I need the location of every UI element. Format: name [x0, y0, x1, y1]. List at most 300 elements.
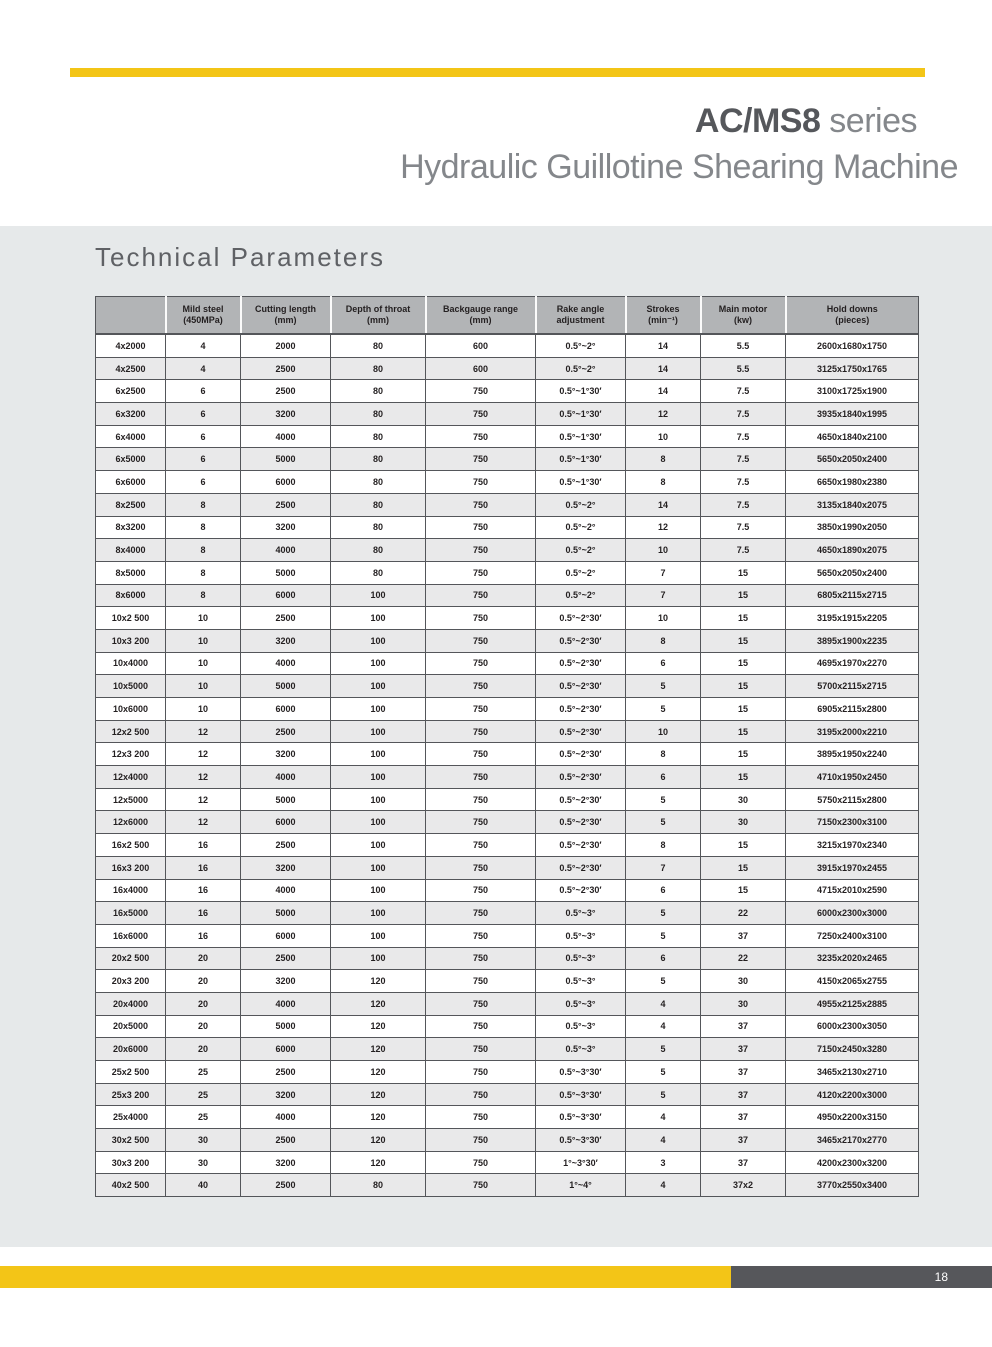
table-row — [96, 584, 919, 607]
table-cell: 100 — [331, 675, 426, 698]
column-header-line2: (mm) — [367, 315, 389, 325]
table-cell: 6000x2300x3000 — [786, 902, 919, 925]
table-cell: 0.5°~2° — [536, 561, 626, 584]
table-cell: 4000 — [241, 539, 331, 562]
table-cell: 10 — [166, 607, 241, 630]
table-cell: 30 — [166, 1151, 241, 1174]
model-cell: 6x2500 — [96, 380, 166, 403]
model-cell: 6x6000 — [96, 471, 166, 494]
table-cell: 20 — [166, 947, 241, 970]
table-cell: 100 — [331, 584, 426, 607]
table-cell: 5 — [626, 1061, 701, 1084]
table-cell: 0.5°~2°30′ — [536, 834, 626, 857]
table-cell: 15 — [701, 743, 786, 766]
table-cell: 750 — [426, 1061, 536, 1084]
table-cell: 25 — [166, 1106, 241, 1129]
table-cell: 30 — [701, 811, 786, 834]
table-cell: 0.5°~1°30′ — [536, 471, 626, 494]
table-cell: 0.5°~2° — [536, 516, 626, 539]
table-cell: 80 — [331, 425, 426, 448]
table-cell: 8 — [626, 448, 701, 471]
table-cell: 750 — [426, 924, 536, 947]
table-cell: 120 — [331, 992, 426, 1015]
table-cell: 6000 — [241, 584, 331, 607]
table-row — [96, 1038, 919, 1061]
table-cell: 750 — [426, 380, 536, 403]
table-cell: 750 — [426, 766, 536, 789]
table-cell: 6 — [166, 448, 241, 471]
table-cell: 1°~3°30′ — [536, 1151, 626, 1174]
table-cell: 750 — [426, 788, 536, 811]
table-cell: 5.5 — [701, 334, 786, 357]
column-header-line1: Depth of throat — [345, 303, 411, 314]
table-row — [96, 516, 919, 539]
table-cell: 4715x2010x2590 — [786, 879, 919, 902]
column-header-line1: Main motor — [718, 303, 768, 314]
table-cell: 0.5°~2°30′ — [536, 766, 626, 789]
table-cell: 3100x1725x1900 — [786, 380, 919, 403]
table-cell: 120 — [331, 970, 426, 993]
table-cell: 5000 — [241, 1015, 331, 1038]
table-cell: 5 — [626, 924, 701, 947]
model-cell: 16x3 200 — [96, 856, 166, 879]
table-cell: 7.5 — [701, 403, 786, 426]
table-cell: 100 — [331, 743, 426, 766]
table-cell: 40 — [166, 1174, 241, 1197]
table-cell: 750 — [426, 834, 536, 857]
table-cell: 3200 — [241, 856, 331, 879]
table-row — [96, 403, 919, 426]
table-cell: 4650x1890x2075 — [786, 539, 919, 562]
table-cell: 120 — [331, 1061, 426, 1084]
model-cell: 40x2 500 — [96, 1174, 166, 1197]
table-row — [96, 947, 919, 970]
table-cell: 3935x1840x1995 — [786, 403, 919, 426]
table-cell: 20 — [166, 992, 241, 1015]
table-cell: 5650x2050x2400 — [786, 561, 919, 584]
table-cell: 6 — [166, 471, 241, 494]
table-cell: 5700x2115x2715 — [786, 675, 919, 698]
table-cell: 6 — [626, 879, 701, 902]
table-cell: 600 — [426, 357, 536, 380]
table-cell: 0.5°~3°30′ — [536, 1106, 626, 1129]
table-cell: 37 — [701, 924, 786, 947]
table-cell: 10 — [166, 675, 241, 698]
table-cell: 750 — [426, 698, 536, 721]
table-cell: 2500 — [241, 357, 331, 380]
table-cell: 0.5°~3° — [536, 1038, 626, 1061]
table-cell: 0.5°~3°30′ — [536, 1083, 626, 1106]
column-header — [331, 297, 426, 335]
table-cell: 20 — [166, 1015, 241, 1038]
table-cell: 80 — [331, 1174, 426, 1197]
table-row — [96, 1106, 919, 1129]
table-cell: 0.5°~1°30′ — [536, 380, 626, 403]
section-title: Technical Parameters — [95, 242, 385, 272]
table-cell: 80 — [331, 493, 426, 516]
table-row — [96, 607, 919, 630]
model-cell: 12x5000 — [96, 788, 166, 811]
table-cell: 100 — [331, 698, 426, 721]
model-cell: 30x2 500 — [96, 1129, 166, 1152]
table-cell: 3135x1840x2075 — [786, 493, 919, 516]
table-cell: 7.5 — [701, 471, 786, 494]
table-cell: 0.5°~2°30′ — [536, 743, 626, 766]
table-cell: 5000 — [241, 448, 331, 471]
model-cell: 6x5000 — [96, 448, 166, 471]
model-cell: 20x2 500 — [96, 947, 166, 970]
table-cell: 12 — [626, 403, 701, 426]
table-cell: 4950x2200x3150 — [786, 1106, 919, 1129]
table-cell: 22 — [701, 902, 786, 925]
table-cell: 6 — [166, 403, 241, 426]
table-cell: 6000x2300x3050 — [786, 1015, 919, 1038]
table-cell: 0.5°~2° — [536, 334, 626, 357]
series-name: AC/MS8 — [694, 102, 821, 140]
model-cell: 8x5000 — [96, 561, 166, 584]
table-row — [96, 425, 919, 448]
model-cell: 16x5000 — [96, 902, 166, 925]
accent-rule — [70, 68, 925, 77]
series-suffix: series — [820, 102, 917, 140]
table-cell: 80 — [331, 334, 426, 357]
table-cell: 8 — [626, 743, 701, 766]
table-cell: 6 — [626, 947, 701, 970]
table-row — [96, 970, 919, 993]
table-cell: 2500 — [241, 380, 331, 403]
table-cell: 15 — [701, 675, 786, 698]
table-cell: 15 — [701, 720, 786, 743]
table-cell: 0.5°~2°30′ — [536, 856, 626, 879]
table-cell: 6000 — [241, 811, 331, 834]
table-row — [96, 1083, 919, 1106]
table-cell: 120 — [331, 1038, 426, 1061]
table-cell: 4 — [166, 334, 241, 357]
table-row — [96, 811, 919, 834]
table-cell: 0.5°~2°30′ — [536, 879, 626, 902]
table-cell: 80 — [331, 448, 426, 471]
table-cell: 8 — [166, 584, 241, 607]
table-cell: 750 — [426, 1106, 536, 1129]
table-cell: 0.5°~2°30′ — [536, 788, 626, 811]
model-cell: 8x4000 — [96, 539, 166, 562]
table-cell: 16 — [166, 834, 241, 857]
table-header — [96, 297, 919, 335]
table-cell: 30 — [701, 992, 786, 1015]
table-row — [96, 720, 919, 743]
table-cell: 12 — [166, 743, 241, 766]
table-row — [96, 652, 919, 675]
table-cell: 37 — [701, 1129, 786, 1152]
table-cell: 80 — [331, 471, 426, 494]
model-cell: 8x3200 — [96, 516, 166, 539]
table-cell: 750 — [426, 743, 536, 766]
column-header-line1: Mild steel — [182, 303, 224, 314]
table-row — [96, 675, 919, 698]
table-cell: 5.5 — [701, 357, 786, 380]
table-cell: 80 — [331, 357, 426, 380]
table-cell: 2500 — [241, 1174, 331, 1197]
table-cell: 7150x2450x3280 — [786, 1038, 919, 1061]
model-cell: 10x2 500 — [96, 607, 166, 630]
table-cell: 750 — [426, 947, 536, 970]
table-cell: 100 — [331, 607, 426, 630]
model-cell: 12x4000 — [96, 766, 166, 789]
model-cell: 12x2 500 — [96, 720, 166, 743]
table-cell: 3200 — [241, 403, 331, 426]
column-header — [786, 297, 919, 335]
column-header — [536, 297, 626, 335]
table-cell: 750 — [426, 448, 536, 471]
table-row — [96, 1061, 919, 1084]
table-cell: 16 — [166, 924, 241, 947]
table-cell: 2500 — [241, 1129, 331, 1152]
table-cell: 15 — [701, 561, 786, 584]
table-cell: 3465x2170x2770 — [786, 1129, 919, 1152]
table-cell: 6 — [166, 380, 241, 403]
table-cell: 100 — [331, 629, 426, 652]
table-cell: 750 — [426, 493, 536, 516]
table-cell: 2500 — [241, 493, 331, 516]
table-row — [96, 539, 919, 562]
table-cell: 3895x1950x2240 — [786, 743, 919, 766]
table-cell: 2500 — [241, 607, 331, 630]
table-cell: 14 — [626, 334, 701, 357]
table-cell: 5750x2115x2800 — [786, 788, 919, 811]
table-cell: 4695x1970x2270 — [786, 652, 919, 675]
table-cell: 8 — [166, 539, 241, 562]
model-cell: 16x2 500 — [96, 834, 166, 857]
table-cell: 4000 — [241, 766, 331, 789]
table-cell: 4150x2065x2755 — [786, 970, 919, 993]
table-cell: 3200 — [241, 1151, 331, 1174]
table-row — [96, 788, 919, 811]
table-cell: 7250x2400x3100 — [786, 924, 919, 947]
table-cell: 100 — [331, 811, 426, 834]
model-cell: 4x2500 — [96, 357, 166, 380]
table-cell: 120 — [331, 1083, 426, 1106]
table-cell: 0.5°~2°30′ — [536, 698, 626, 721]
table-cell: 15 — [701, 766, 786, 789]
table-cell: 100 — [331, 947, 426, 970]
table-cell: 37 — [701, 1061, 786, 1084]
table-body — [96, 334, 919, 1197]
table-cell: 750 — [426, 902, 536, 925]
table-cell: 2500 — [241, 947, 331, 970]
table-cell: 750 — [426, 1015, 536, 1038]
table-cell: 3915x1970x2455 — [786, 856, 919, 879]
table-cell: 37 — [701, 1151, 786, 1174]
model-cell: 25x2 500 — [96, 1061, 166, 1084]
model-cell: 20x5000 — [96, 1015, 166, 1038]
table-row — [96, 924, 919, 947]
table-cell: 7 — [626, 561, 701, 584]
column-header — [626, 297, 701, 335]
table-cell: 12 — [166, 766, 241, 789]
table-cell: 750 — [426, 720, 536, 743]
column-header-line2: (mm) — [469, 315, 492, 325]
table-cell: 8 — [166, 516, 241, 539]
table-row — [96, 856, 919, 879]
table-cell: 750 — [426, 1038, 536, 1061]
table-cell: 3200 — [241, 970, 331, 993]
table-cell: 30 — [166, 1129, 241, 1152]
table-cell: 8 — [626, 629, 701, 652]
table-row — [96, 902, 919, 925]
table-cell: 14 — [626, 357, 701, 380]
table-cell: 15 — [701, 629, 786, 652]
table-cell: 3465x2130x2710 — [786, 1061, 919, 1084]
table-row — [96, 561, 919, 584]
table-row — [96, 834, 919, 857]
table-cell: 37 — [701, 1106, 786, 1129]
table-cell: 6805x2115x2715 — [786, 584, 919, 607]
table-cell: 3200 — [241, 629, 331, 652]
table-cell: 750 — [426, 539, 536, 562]
table-cell: 80 — [331, 561, 426, 584]
table-cell: 5000 — [241, 561, 331, 584]
table-cell: 80 — [331, 539, 426, 562]
table-cell: 750 — [426, 607, 536, 630]
table-cell: 22 — [701, 947, 786, 970]
table-cell: 8 — [626, 834, 701, 857]
table-cell: 600 — [426, 334, 536, 357]
table-cell: 15 — [701, 698, 786, 721]
table-cell: 750 — [426, 516, 536, 539]
table-row — [96, 629, 919, 652]
table-cell: 3125x1750x1765 — [786, 357, 919, 380]
table-cell: 10 — [626, 425, 701, 448]
table-cell: 5 — [626, 675, 701, 698]
machine-subtitle: Hydraulic Guillotine Shearing Machine — [400, 147, 958, 186]
table-cell: 4200x2300x3200 — [786, 1151, 919, 1174]
table-cell: 0.5°~3° — [536, 1015, 626, 1038]
model-cell: 16x6000 — [96, 924, 166, 947]
table-cell: 750 — [426, 1151, 536, 1174]
table-cell: 0.5°~3°30′ — [536, 1061, 626, 1084]
table-cell: 2500 — [241, 834, 331, 857]
model-cell: 6x3200 — [96, 403, 166, 426]
content-panel — [0, 226, 992, 1247]
table-row — [96, 766, 919, 789]
table-cell: 14 — [626, 493, 701, 516]
table-cell: 4 — [626, 992, 701, 1015]
model-cell: 20x3 200 — [96, 970, 166, 993]
column-header — [241, 297, 331, 335]
table-row — [96, 493, 919, 516]
table-cell: 6 — [626, 766, 701, 789]
table-cell: 3235x2020x2465 — [786, 947, 919, 970]
table-cell: 0.5°~2° — [536, 539, 626, 562]
column-header-line2: (min⁻¹) — [648, 315, 678, 325]
table-cell: 3200 — [241, 743, 331, 766]
series-title — [400, 100, 917, 143]
table-cell: 6 — [166, 425, 241, 448]
table-cell: 80 — [331, 516, 426, 539]
table-cell: 80 — [331, 403, 426, 426]
table-cell: 7.5 — [701, 380, 786, 403]
table-cell: 0.5°~1°30′ — [536, 448, 626, 471]
table-cell: 750 — [426, 471, 536, 494]
table-cell: 5650x2050x2400 — [786, 448, 919, 471]
table-cell: 750 — [426, 1083, 536, 1106]
column-header — [166, 297, 241, 335]
table-cell: 80 — [331, 380, 426, 403]
column-header-line2: adjustment — [556, 315, 605, 325]
table-row — [96, 743, 919, 766]
table-cell: 3195x1915x2205 — [786, 607, 919, 630]
column-header — [426, 297, 536, 335]
table-row — [96, 1174, 919, 1197]
table-cell: 0.5°~3°30′ — [536, 1129, 626, 1152]
table-cell: 20 — [166, 1038, 241, 1061]
column-header-line1: Hold downs — [826, 303, 878, 314]
table-cell: 100 — [331, 856, 426, 879]
table-cell: 10 — [166, 629, 241, 652]
table-cell: 6000 — [241, 471, 331, 494]
table-cell: 10 — [626, 720, 701, 743]
table-cell: 6650x1980x2380 — [786, 471, 919, 494]
table-cell: 100 — [331, 834, 426, 857]
table-cell: 5 — [626, 970, 701, 993]
table-cell: 3200 — [241, 1083, 331, 1106]
table-cell: 0.5°~2°30′ — [536, 720, 626, 743]
table-cell: 2500 — [241, 720, 331, 743]
table-row — [96, 357, 919, 380]
table-cell: 120 — [331, 1151, 426, 1174]
model-cell: 25x3 200 — [96, 1083, 166, 1106]
table-cell: 14 — [626, 380, 701, 403]
table-cell: 100 — [331, 652, 426, 675]
table-cell: 1°~4° — [536, 1174, 626, 1197]
table-header-row — [96, 297, 919, 335]
table-cell: 37 — [701, 1083, 786, 1106]
table-cell: 10 — [166, 652, 241, 675]
table-cell: 3 — [626, 1151, 701, 1174]
table-cell: 6000 — [241, 698, 331, 721]
table-cell: 100 — [331, 720, 426, 743]
model-cell: 4x2000 — [96, 334, 166, 357]
table-cell: 750 — [426, 584, 536, 607]
table-cell: 750 — [426, 1129, 536, 1152]
table-cell: 3770x2550x3400 — [786, 1174, 919, 1197]
table-cell: 16 — [166, 879, 241, 902]
table-cell: 750 — [426, 652, 536, 675]
table-cell: 750 — [426, 403, 536, 426]
table-cell: 4710x1950x2450 — [786, 766, 919, 789]
table-cell: 12 — [166, 720, 241, 743]
model-cell: 8x6000 — [96, 584, 166, 607]
table-cell: 0.5°~3° — [536, 970, 626, 993]
table-cell: 15 — [701, 856, 786, 879]
column-header-line2: (mm) — [274, 315, 297, 325]
table-cell: 3895x1900x2235 — [786, 629, 919, 652]
table-cell: 7.5 — [701, 425, 786, 448]
table-cell: 0.5°~3° — [536, 902, 626, 925]
table-cell: 750 — [426, 561, 536, 584]
table-row — [96, 698, 919, 721]
table-cell: 4000 — [241, 652, 331, 675]
table-cell: 25 — [166, 1083, 241, 1106]
table-cell: 7.5 — [701, 516, 786, 539]
page-footer — [0, 1266, 992, 1288]
table-cell: 30 — [701, 788, 786, 811]
column-header-line1: Cutting length — [255, 303, 316, 314]
table-cell: 0.5°~3° — [536, 924, 626, 947]
table-cell: 120 — [331, 1106, 426, 1129]
table-row — [96, 334, 919, 357]
table-cell: 2600x1680x1750 — [786, 334, 919, 357]
